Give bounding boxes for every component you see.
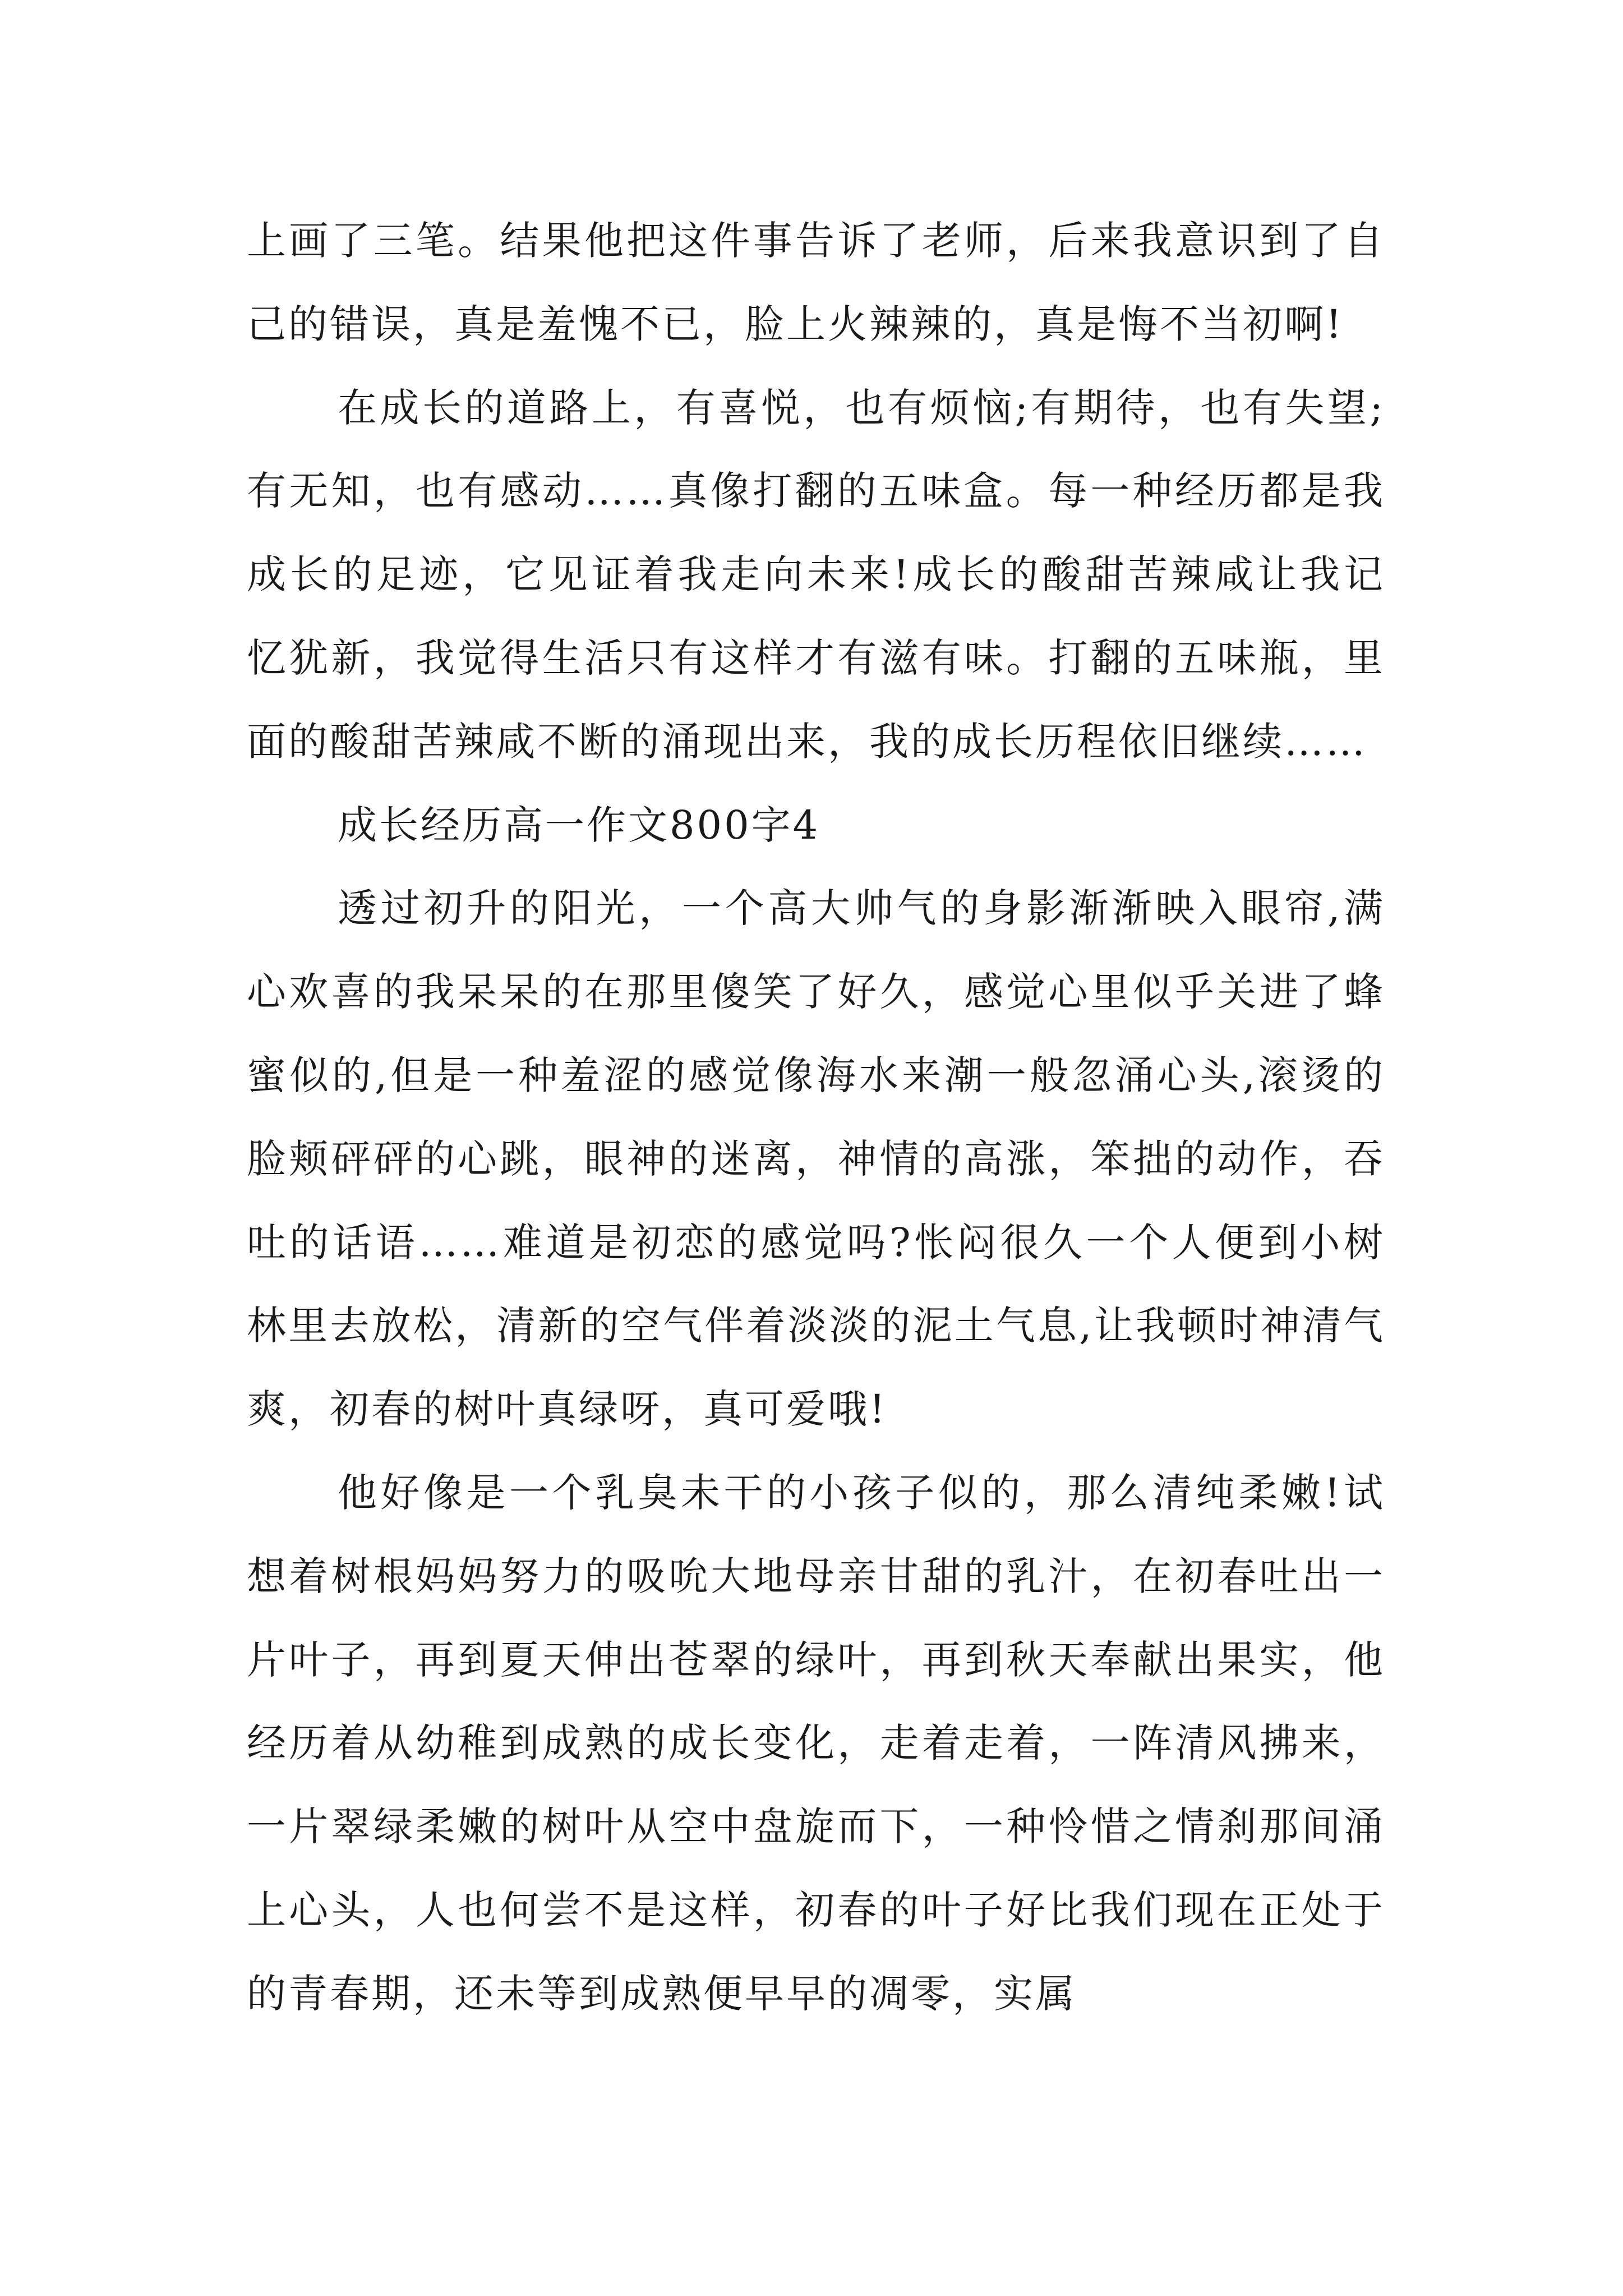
section-heading: 成长经历高一作文800字4 [338,802,820,848]
paragraph-4: 他好像是一个乳臭未干的小孩子似的，那么清纯柔嫩!试想着树根妈妈努力的吸吮大地母亲甘甜的乳汁，在初春吐出一片叶子，再到夏天伸出苍翠的绿叶，再到秋天奉献出果实，他经历着从幼稚到成熟的成长变化，走着走着，一阵清风拂来，一片翠绿柔嫩的树叶从空中盘旋而下，一种怜惜之情刹那间涌上心头，人也何尝不是这样，初春的叶子好比我们现在正处于的青春期，还未等到成熟便早早的凋零，实属 [247,1469,1385,2017]
document-body [247,199,1385,2036]
paragraph-3: 透过初升的阳光，一个高大帅气的身影渐渐映入眼帘,满心欢喜的我呆呆的在那里傻笑了好久，感觉心里似乎关进了蜂蜜似的,但是一种羞涩的感觉像海水来潮一般忽涌心头,滚烫的脸颊砰砰的心跳，眼神的迷离，神情的高涨，笨拙的动作，吞吐的话语……难道是初恋的感觉吗?怅闷很久一个人便到小树林里去放松，清新的空气伴着淡淡的泥土气息,让我顿时神清气爽，初春的树叶真绿呀，真可爱哦! [247,885,1385,1433]
paragraph-1: 上画了三笔。结果他把这件事告诉了老师，后来我意识到了自己的错误，真是羞愧不已，脸上火辣辣的，真是悔不当初啊! [247,218,1385,347]
paragraph-2: 在成长的道路上，有喜悦，也有烦恼;有期待，也有失望;有无知，也有感动……真像打翻的五味盒。每一种经历都是我成长的足迹，它见证着我走向未来!成长的酸甜苦辣咸让我记忆犹新，我觉得生活只有这样才有滋有味。打翻的五味瓶，里面的酸甜苦辣咸不断的涌现出来，我的成长历程依旧继续…… [247,384,1385,765]
